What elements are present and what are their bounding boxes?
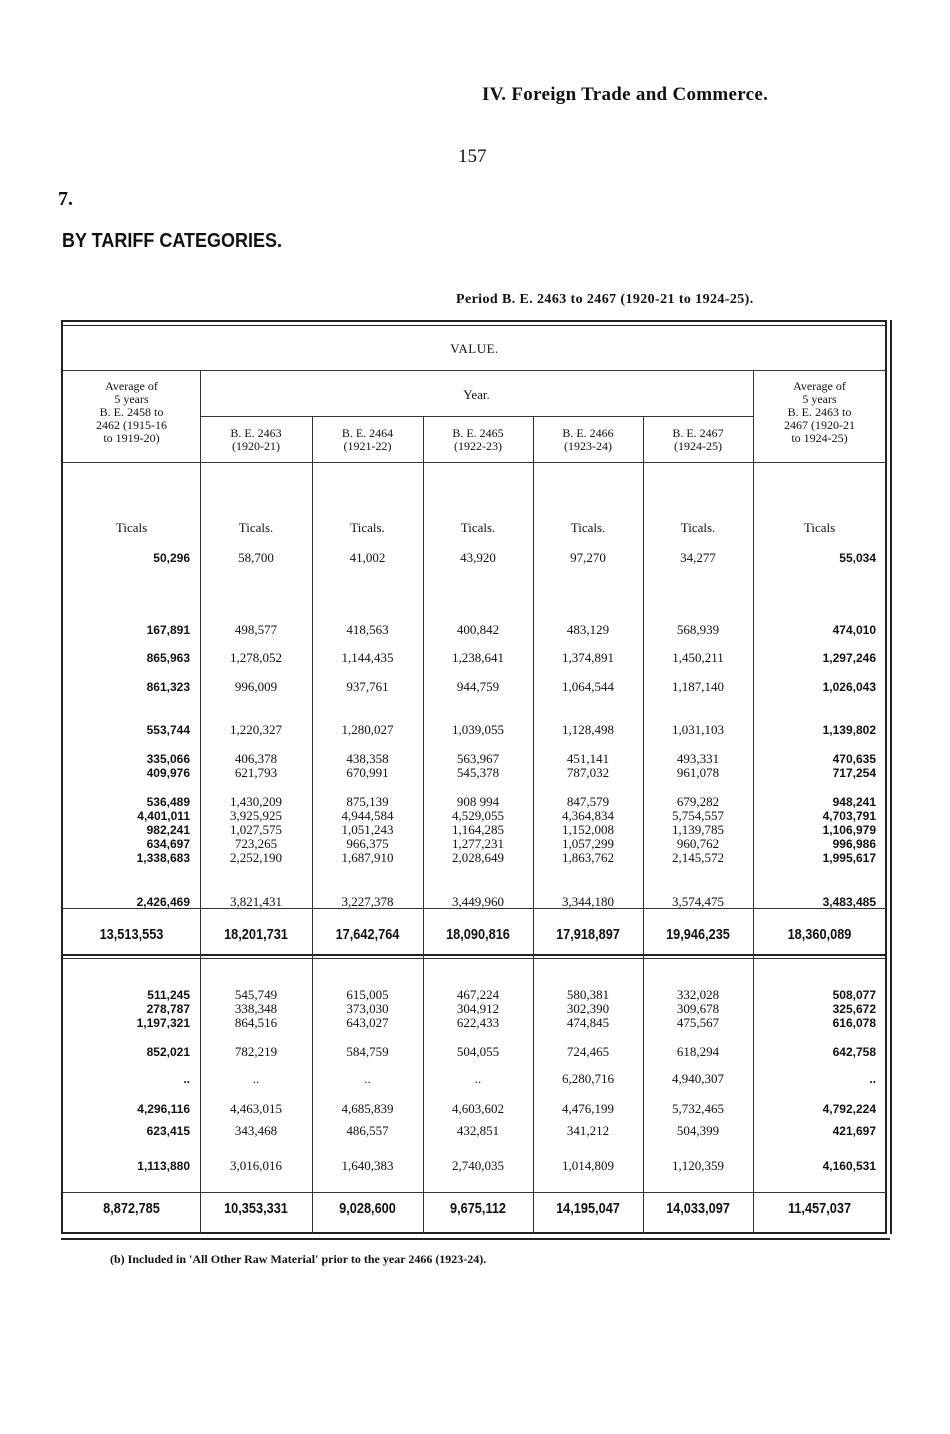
section1-cell: 568,939 (676, 622, 720, 637)
section2-total-cell: 14,195,047 (556, 1200, 620, 1217)
table-frame-top-rule (61, 325, 887, 326)
section1-cell: 406,378 621,793 (234, 751, 278, 780)
column-header-col-2467: B. E. 2467 (1924-25) (672, 426, 724, 453)
total-rule (63, 1192, 886, 1193)
value-heading: VALUE. (450, 341, 499, 356)
section1-cell: 1,039,055 (452, 722, 504, 737)
section2-total-cell: 9,675,112 (449, 1200, 507, 1217)
section1-cell: 1,280,027 (341, 722, 394, 737)
table-frame-right-rule (890, 320, 892, 1234)
section-title: BY TARIFF CATEGORIES. (62, 230, 283, 252)
section2-cell: 332,028 309,678 475,567 (676, 987, 720, 1030)
section2-cell: .. (183, 1072, 190, 1086)
section1-cell: 470,635 717,254 (832, 752, 876, 780)
period-caption: Period B. E. 2463 to 2467 (1920-21 to 1924-25). (456, 292, 754, 307)
section1-cell: 679,282 5,754,557 1,139,785 960,762 2,145,572 (672, 794, 724, 865)
section1-total-cell: 13,513,553 (99, 926, 164, 943)
section2-cell: 4,603,602 (452, 1101, 504, 1116)
section2-cell: 511,245 278,787 1,197,321 (136, 988, 190, 1030)
section1-cell: 3,483,485 (822, 895, 876, 909)
column-header-col-avg-1920-25: Average of 5 years B. E. 2463 to 2467 (1920-21 to 1924-25) (784, 379, 855, 445)
section1-cell: 3,344,180 (562, 894, 614, 909)
section2-total-cell: 14,033,097 (666, 1200, 730, 1217)
section2-cell: 4,296,116 (137, 1102, 190, 1116)
running-head: IV. Foreign Trade and Commerce. (482, 84, 769, 105)
section1-cell: 553,744 (146, 723, 190, 737)
section2-cell: 2,740,035 (452, 1158, 504, 1173)
section2-cell: 508,077 325,672 616,078 (832, 988, 876, 1030)
section2-cell: 782,219 (234, 1044, 278, 1059)
section2-cell: 4,160,531 (822, 1159, 876, 1173)
section1-cell: 1,139,802 (822, 723, 876, 737)
unit-label: Ticals. (350, 520, 385, 535)
column-header-col-2463: B. E. 2463 (1920-21) (230, 426, 282, 453)
section1-cell: 34,277 (680, 550, 716, 565)
year-heading: Year. (463, 387, 490, 402)
section1-cell: 55,034 (839, 551, 876, 565)
section1-cell: 41,002 (349, 550, 386, 565)
value-header-rule (63, 370, 886, 371)
page-number: 157 (458, 146, 487, 167)
column-header-col-2464: B. E. 2464 (1921-22) (341, 426, 394, 453)
section2-cell: 1,113,880 (137, 1159, 190, 1173)
section1-total-cell: 18,360,089 (787, 926, 852, 943)
section1-cell: 1,450,211 (672, 650, 724, 665)
section1-cell: 1,374,891 (562, 650, 614, 665)
section1-cell: 3,449,960 (452, 894, 504, 909)
section2-cell: 724,465 (566, 1044, 610, 1059)
section2-cell: 3,016,016 (230, 1158, 282, 1173)
section2-cell: 343,468 (234, 1123, 278, 1138)
unit-label: Ticals. (570, 520, 606, 535)
section2-total-cell: 9,028,600 (339, 1200, 396, 1217)
section1-cell: 400,842 (456, 622, 500, 637)
section2-cell: 618,294 (676, 1044, 720, 1059)
section1-total-cell: 19,946,235 (666, 926, 730, 943)
section1-cell: 418,563 (346, 622, 389, 637)
section2-cell: 504,055 (456, 1044, 500, 1059)
section1-cell: 483,129 (566, 622, 610, 637)
section2-cell: 852,021 (146, 1045, 190, 1059)
section2-cell: 432,851 (456, 1123, 500, 1138)
section2-cell: 4,940,307 (672, 1071, 724, 1086)
section1-cell: 43,920 (460, 550, 496, 565)
column-header-col-2465: B. E. 2465 (1922-23) (452, 426, 504, 453)
section1-cell: 948,241 4,703,791 1,106,979 996,986 1,995,617 (822, 795, 876, 865)
section1-cell: 1,297,246 (822, 651, 876, 665)
section1-cell: 1,064,544 (562, 679, 614, 694)
section2-cell: 486,557 (346, 1123, 389, 1138)
section1-cell: 1,031,103 (672, 722, 724, 737)
section1-cell: 335,066 409,976 (146, 752, 190, 780)
section2-total-cell: 10,353,331 (224, 1200, 288, 1217)
section-number: 7. (58, 188, 73, 210)
footnote: (b) Included in 'All Other Raw Material' prior to the year 2466 (1923-24). (110, 1252, 487, 1266)
section1-cell: 944,759 (456, 679, 500, 694)
section2-cell: 4,476,199 (562, 1101, 614, 1116)
col-divider (200, 370, 201, 1234)
unit-label: Ticals (115, 520, 148, 535)
section2-cell: 642,758 (832, 1045, 876, 1059)
unit-label: Ticals. (460, 520, 496, 535)
unit-label: Ticals. (680, 520, 716, 535)
section2-cell: 1,014,809 (562, 1158, 614, 1173)
section1-cell: 58,700 (238, 550, 274, 565)
section2-cell: 623,415 (146, 1124, 190, 1138)
section1-cell: 908 994 4,529,055 1,164,285 1,277,231 2,028,649 (452, 794, 504, 865)
section2-cell: 341,212 (566, 1123, 610, 1138)
section1-cell: 1,128,498 (562, 722, 614, 737)
section1-cell: 875,139 4,944,584 1,051,243 966,375 1,687,910 (341, 794, 394, 865)
section1-cell: 3,821,431 (230, 894, 282, 909)
section2-cell: 580,381 302,390 474,845 (566, 987, 610, 1030)
section2-cell: .. (364, 1071, 371, 1086)
section2-cell: 4,463,015 (230, 1101, 282, 1116)
section1-cell: 1,144,435 (341, 650, 394, 665)
section1-total-cell: 18,201,731 (224, 926, 288, 943)
section1-cell: 2,426,469 (136, 895, 190, 909)
section2-total-cell: 11,457,037 (787, 1200, 852, 1217)
section1-cell: 937,761 (346, 679, 389, 694)
col-divider (312, 416, 313, 1234)
col-divider (423, 416, 424, 1234)
section1-cell: 167,891 (146, 623, 190, 637)
section1-cell: 438,358 670,991 (346, 751, 389, 780)
section1-total-cell: 17,642,764 (335, 926, 400, 943)
section2-cell: 467,224 304,912 622,433 (456, 987, 500, 1030)
col-divider (753, 370, 754, 1234)
section2-cell: 6,280,716 (562, 1071, 614, 1086)
section2-cell: .. (474, 1071, 482, 1086)
section2-cell: 584,759 (346, 1044, 389, 1059)
section1-cell: 865,963 (146, 651, 190, 665)
section1-cell: 3,574,475 (672, 894, 724, 909)
section1-cell: 1,278,052 (230, 650, 282, 665)
section1-cell: 97,270 (570, 550, 606, 565)
section2-total-cell: 8,872,785 (103, 1200, 160, 1217)
section1-cell: 1,187,140 (672, 679, 724, 694)
section1-cell: 1,220,327 (230, 722, 282, 737)
section2-cell: 4,685,839 (341, 1101, 394, 1116)
section2-cell: 5,732,465 (672, 1101, 724, 1116)
unit-label: Ticals. (238, 520, 274, 535)
section1-cell: 451,141 787,032 (566, 751, 610, 780)
section1-cell: 847,579 4,364,834 1,152,008 1,057,299 1,863,762 (562, 794, 614, 865)
section-rule-1 (63, 954, 886, 956)
section1-cell: 474,010 (832, 623, 876, 637)
unit-label: Ticals (803, 520, 836, 535)
section1-cell: 1,430,209 3,925,925 1,027,575 723,265 2,252,190 (230, 794, 282, 865)
section1-cell: 1,026,043 (822, 680, 876, 694)
section2-cell: .. (869, 1072, 876, 1086)
section1-cell: 536,489 4,401,011 982,241 634,697 1,338,683 (136, 795, 190, 865)
section1-total-cell: 17,918,897 (556, 926, 620, 943)
section1-cell: 3,227,378 (341, 894, 394, 909)
column-header-col-avg-1915-20: Average of 5 years B. E. 2458 to 2462 (1915-16 to 1919-20) (96, 379, 167, 445)
section2-cell: 615,005 373,030 643,027 (346, 987, 389, 1030)
section2-cell: 545,749 338,348 864,516 (234, 987, 278, 1030)
section-rule-2 (63, 958, 886, 959)
section2-cell: 1,640,383 (341, 1158, 394, 1173)
section1-cell: 861,323 (146, 680, 190, 694)
section2-cell: 1,120,359 (672, 1158, 724, 1173)
section1-cell: 493,331 961,078 (676, 751, 720, 780)
section2-cell: 504,399 (676, 1123, 720, 1138)
col-divider (643, 416, 644, 1234)
col-divider (533, 416, 534, 1234)
section1-total-cell: 18,090,816 (446, 926, 510, 943)
column-header-rule (63, 462, 886, 463)
section1-cell: 498,577 (234, 622, 278, 637)
section1-cell: 50,296 (153, 551, 190, 565)
section1-cell: 996,009 (234, 679, 278, 694)
column-header-col-2466: B. E. 2466 (1923-24) (562, 426, 614, 453)
section1-cell: 1,238,641 (452, 650, 504, 665)
year-header-rule (200, 416, 753, 417)
table-frame-bottom-rule (61, 1238, 890, 1240)
section1-cell: 563,967 545,378 (456, 751, 500, 780)
section2-cell: 4,792,224 (822, 1102, 876, 1116)
section2-cell: 421,697 (832, 1124, 876, 1138)
section2-cell: .. (252, 1071, 260, 1086)
